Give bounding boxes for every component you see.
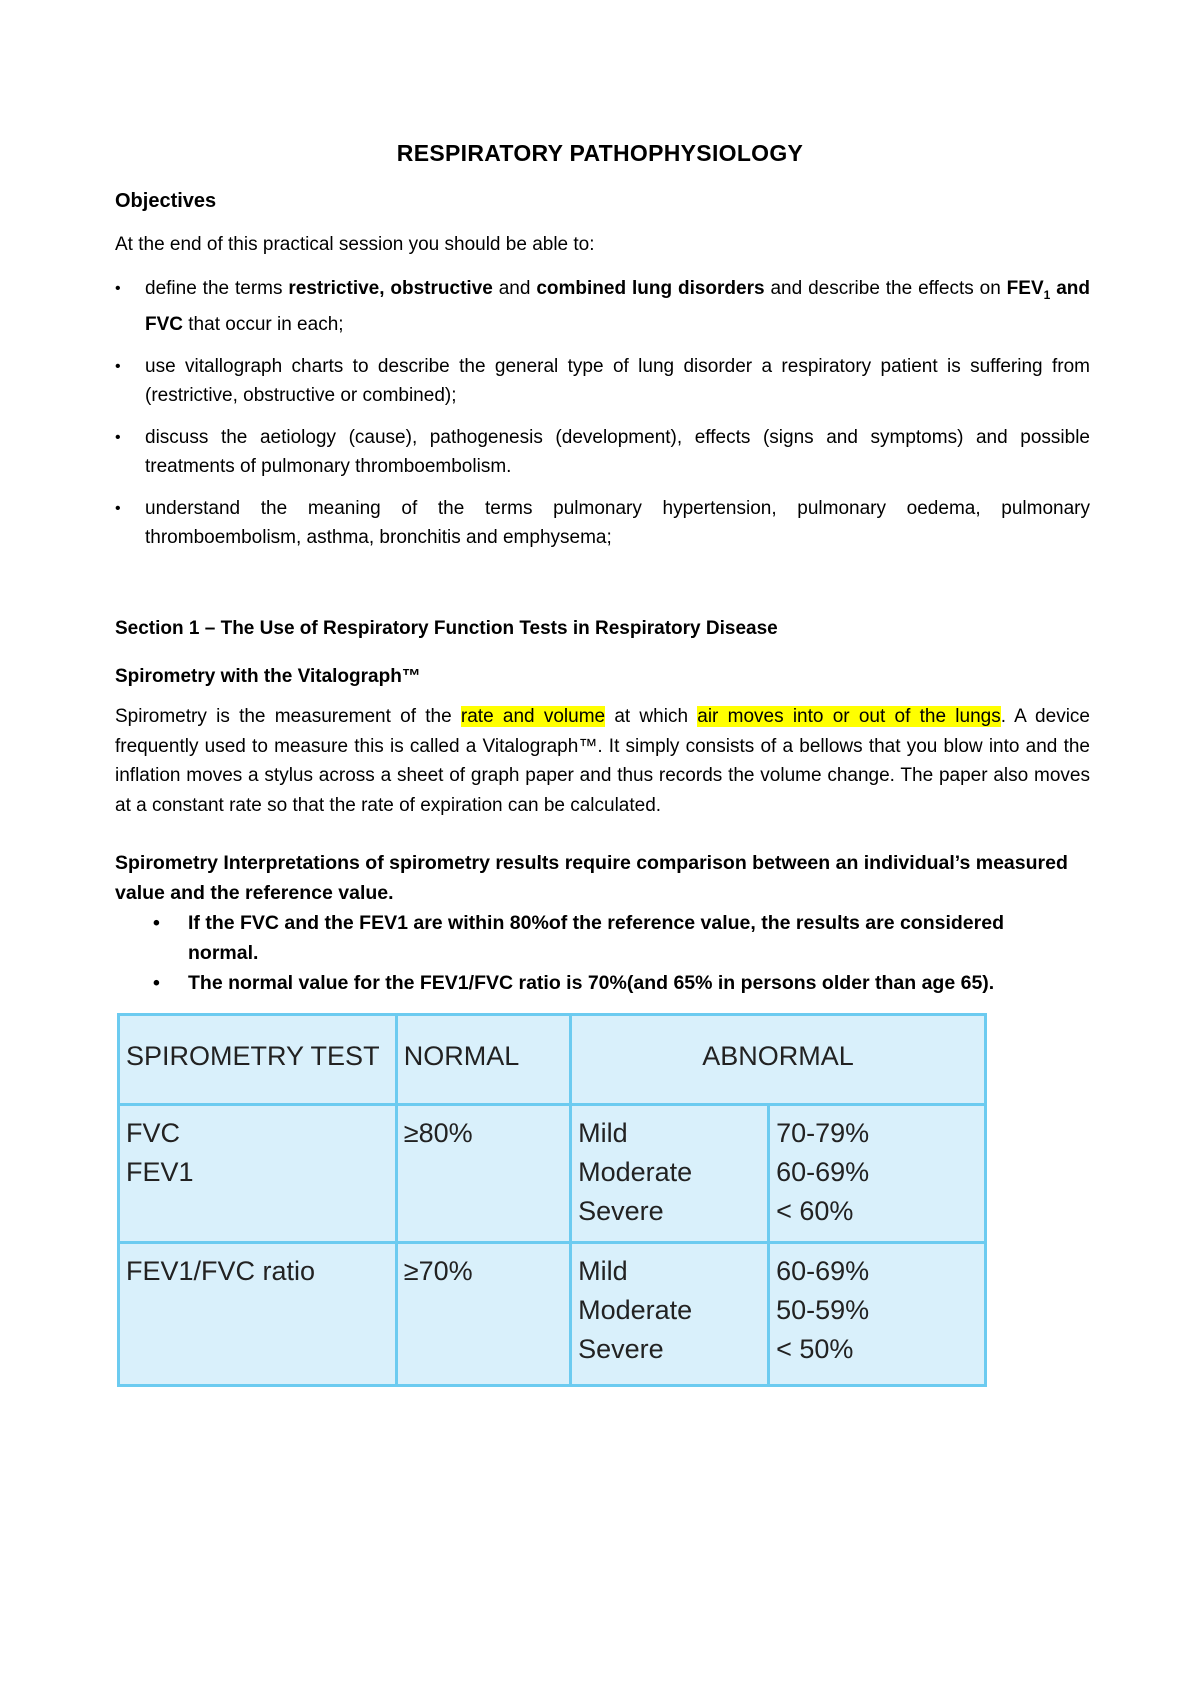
objectives-heading: Objectives (115, 190, 217, 212)
bullet-icon: • (115, 499, 121, 517)
cell-grades: Mild Moderate Severe (571, 1105, 769, 1243)
table-row (119, 1105, 986, 1243)
objective-text: that occur in each; (183, 313, 344, 335)
bullet-icon: • (153, 912, 160, 934)
objective-text: understand the meaning of the terms pulmonary hypertension, pulmonary oedema, pulmonary thromboembolism, asthma, bronchitis and emphysema; (145, 497, 1090, 548)
term-fvc: and FVC (145, 278, 1090, 335)
term-combined-lung-disorders: combined lung disorders (536, 278, 765, 299)
cell-normal: ≥70% (396, 1243, 570, 1386)
objective-item (115, 494, 1090, 552)
header-abnormal: ABNORMAL (571, 1015, 986, 1105)
bullet-icon: • (115, 428, 121, 446)
table-header-row (119, 1015, 986, 1105)
objective-item (115, 274, 1090, 339)
objective-item (115, 352, 1090, 410)
term-restrictive-obstructive: restrictive, obstructive (288, 278, 493, 299)
objectives-intro: At the end of this practical session you should be able to: (115, 234, 595, 255)
cell-normal: ≥80% (396, 1105, 570, 1243)
objective-text: define the terms (145, 278, 289, 299)
spirometry-table (117, 1013, 987, 1387)
objective-text: and describe the effects on (764, 278, 1007, 299)
bullet-icon: • (115, 280, 121, 297)
highlight-air-moves: air moves into or out of the lungs (697, 706, 1001, 727)
interpretation-text: Spirometry Interpretations of spirometry results require comparison between an individual’s measured value and the reference value. (115, 852, 1068, 904)
sub-heading: Spirometry with the Vitalograph™ (115, 666, 421, 687)
interpretation-list (115, 908, 1075, 998)
header-normal: NORMAL (396, 1015, 570, 1105)
section-heading: Section 1 – The Use of Respiratory Function Tests in Respiratory Disease (115, 618, 778, 639)
objectives-list (115, 274, 1090, 565)
objective-item (115, 423, 1090, 481)
table-row (119, 1243, 986, 1386)
term-fev: $FEV_1$ (1006, 278, 1051, 302)
objective-text: use vitallograph charts to describe the general type of lung disorder a respiratory patient is suffering from (restrictive, obstructive or combined); (145, 355, 1090, 406)
page-title: RESPIRATORY PATHOPHYSIOLOGY (396, 140, 804, 166)
spirometry-paragraph: Spirometry is the measurement of the rate and volume at which air moves into or out of the lungs. A device frequently used to measure this is called a Vitalograph™. It simply consists of a bellows that you blow into and the inflation moves a stylus across a sheet of graph paper and thus records the volume change. The paper also moves at a constant rate so that the rate of expiration can be calculated. (115, 706, 1090, 816)
cell-ranges: 70-79% 60-69% < 60% (769, 1105, 986, 1243)
cell-ranges: 60-69% 50-59% < 50% (769, 1243, 986, 1386)
cell-test: FEV1/FVC ratio (119, 1243, 397, 1386)
objective-text: and (492, 278, 537, 299)
bullet-icon: • (153, 972, 160, 994)
highlight-rate-volume: rate and volume (460, 706, 606, 727)
cell-test: FVC FEV1 (119, 1105, 397, 1243)
interpretation-item: • If the FVC and the FEV1 are within 80%of the reference value, the results are considered normal. (115, 908, 1075, 968)
header-spirometry-test: SPIROMETRY TEST (119, 1015, 397, 1105)
interpretation-item: • The normal value for the FEV1/FVC ratio is 70%(and 65% in persons older than age 65). (115, 968, 1075, 998)
cell-grades: Mild Moderate Severe (571, 1243, 769, 1386)
objective-text: discuss the aetiology (cause), pathogenesis (development), effects (signs and symptoms) and possible treatments of pulmonary thromboembolism. (145, 426, 1090, 477)
bullet-icon: • (115, 357, 121, 375)
